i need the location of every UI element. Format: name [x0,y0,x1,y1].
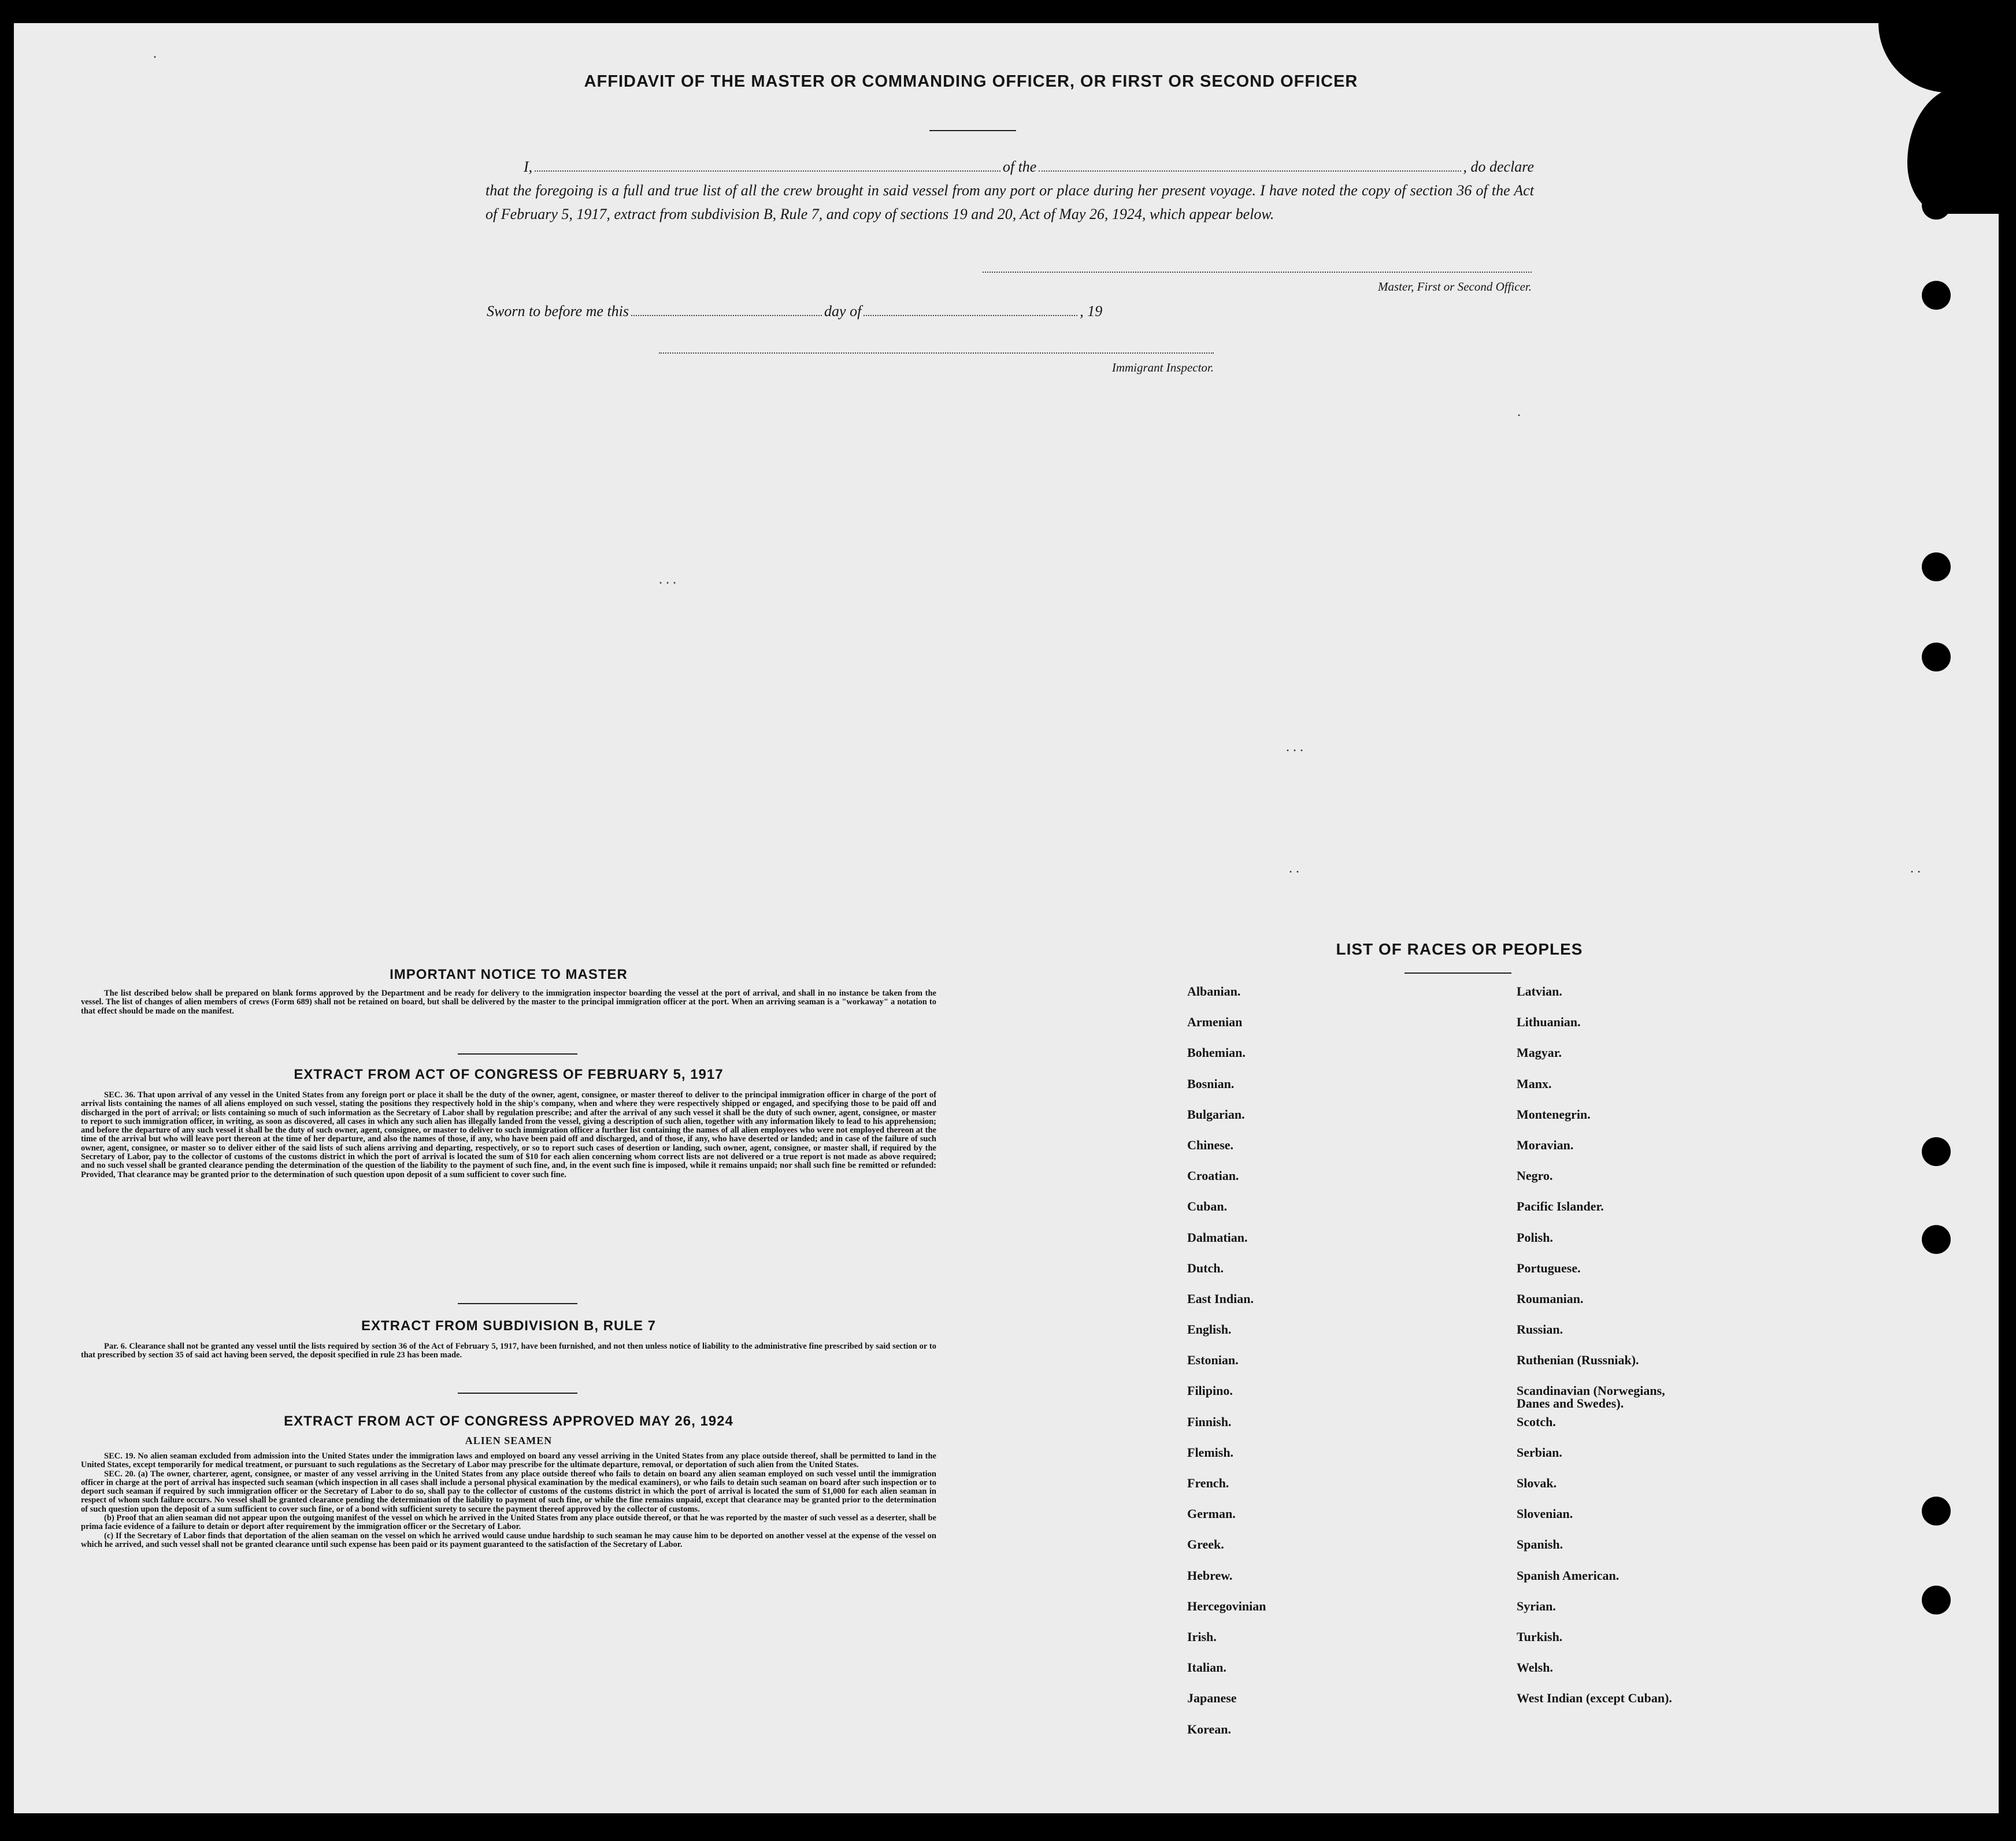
race-item: West Indian (except Cuban). [1517,1691,1672,1706]
race-item: Hebrew. [1187,1568,1233,1583]
race-item: Montenegrin. [1517,1107,1591,1122]
race-item: Manx. [1517,1076,1552,1091]
affidavit-block [486,155,1534,226]
race-item: Albanian. [1187,984,1241,999]
race-item: Polish. [1517,1230,1553,1245]
race-item: Welsh. [1517,1660,1553,1675]
inspector-signature-line[interactable] [659,352,1214,354]
punch-hole [1922,1497,1951,1525]
race-item: Japanese [1187,1691,1237,1706]
race-item: Greek. [1187,1537,1224,1552]
race-item: Flemish. [1187,1445,1234,1460]
race-item: Portuguese. [1517,1260,1581,1275]
race-item: English. [1187,1322,1232,1337]
master-signature-line[interactable] [983,272,1532,273]
punch-hole [1922,1225,1951,1254]
extract-1917-text: SEC. 36. That upon arrival of any vessel in the United States from any foreign port or place it shall be the duty of the owner, agent, consignee, or master thereof to deliver to the principal immigration officer in charge of the port of arrival lists containing the names of all aliens employed on such vessel, stating the positions they respectively hold in the ship's company, when and where they were respectively shipped or engaged, and specifying those to be paid off and discharged in the port of arrival; or lists containing so much of such information as the Secretary of Labor shall by regulation prescribe; and after the arrival of any such vessel it shall be the duty of such owner, agent, consignee, or master to report to such immigration officer, in writing, as soon as discovered, all cases in which any such alien has illegally landed from the vessel, giving a description of such alien, together with any information likely to lead to his apprehension; and before the departure of any such vessel it shall be the duty of such owner, agent, consignee, or master to deliver to such immigration officer a further list containing the names of all alien employees who were not employed thereon at the time of the arrival but who will leave port thereon at the time of her departure, and also the names of those, if any, who have been paid off and discharged, and of those, if any, who have deserted or landed; and in case of the failure of such owner, agent, consignee, or master so to deliver either of the said lists of such aliens arriving and departing, respectively, or so to report such cases of desertion or landing, such owner, agent, consignee, or master shall, if required by the Secretary of Labor, pay to the collector of customs of the customs district in which the port of arrival is located the sum of $10 for each alien concerning whom correct lists are not delivered or a true report is not made as above required; and no such vessel shall be granted clearance pending the determination of the question of the liability to the payment of such fine, and, in the event such fine is imposed, while it remains unpaid; nor shall such fine be remitted or refunded: Provided, That clearance may be granted prior to the determination of such question upon deposit of a sum sufficient to cover such fine. [81,1090,936,1179]
scan-speck: . [153,46,157,61]
of-the-label: of the [1002,158,1037,175]
notice-text: The list described below shall be prepared on blank forms approved by the Department and be ready for delivery to the immigration inspector boarding the vessel at the port of arrival, and shall in no instance be taken from the vessel. The list of changes of alien members of crews (Form 689) shall not be retained on board, but shall be delivered by the master to the principal immigration officer at the port. When an arriving seaman is a "workaway" a notation to that effect should be made on the manifest. [81,989,936,1016]
race-item: Dutch. [1187,1260,1224,1275]
sworn-line [487,303,1180,320]
race-item: Latvian. [1517,984,1562,999]
day-of-label: day of [824,303,862,320]
extract-rule7-text: Par. 6. Clearance shall not be granted any vessel until the lists required by section 36 of the Act of February 5, 1917, have been furnished, and not then unless notice of liability to the administrative fine prescribed by said section or to that prescribed by section 35 of said act having been served, the deposit specified in rule 23 has been made. [81,1342,936,1360]
sworn-month-field[interactable] [864,305,1077,316]
declare-label: , do declare [1463,158,1534,175]
punch-hole [1922,281,1951,310]
races-divider [1404,973,1511,974]
scan-speck: . . [1289,861,1299,876]
extract-1924-text [81,1452,936,1549]
race-item: Dalmatian. [1187,1230,1248,1245]
sec-20a-text: SEC. 20. (a) The owner, charterer, agent, consignee, or master of any vessel arriving in the United States from any place outside thereof who fails to detain on board any alien seaman employed on such vessel until the immigration officer in charge at the port of arrival has inspected such seaman (which inspection in all cases shall include a personal physical examination by the medical examiners), or who fails to detain such seaman on board after such inspection or to deport such seaman if required by such immigration officer or the Secretary of Labor to do so, shall pay to the collector of customs of the customs district in which the port of arrival is located the sum of $1,000 for each alien seaman in respect of whom such failure occurs. No vessel shall be granted clearance pending the determination of the liability to payment of such fine, or while the fine remains unpaid, except that clearance may be granted prior to the determination of such question upon the deposit of a sum sufficient to cover such fine, or of a bond with sufficient surety to secure the payment thereof approved by the collector of customs. [81,1469,936,1514]
section-divider [458,1303,577,1304]
race-item: Estonian. [1187,1353,1239,1368]
punch-hole [1922,1137,1951,1166]
race-item: Hercegovinian [1187,1598,1266,1613]
race-item: Armenian [1187,1015,1243,1030]
scan-speck: . [1517,404,1521,420]
race-item: Irish. [1187,1629,1217,1644]
race-item: Scotch. [1517,1414,1556,1429]
notice-heading: IMPORTANT NOTICE TO MASTER [390,967,628,982]
race-item: Finnish. [1187,1414,1232,1429]
year-label: , 19 [1080,303,1103,320]
race-item: Croatian. [1187,1168,1239,1183]
race-item: German. [1187,1506,1236,1521]
race-item: Ruthenian (Russniak). [1517,1353,1639,1368]
race-item: French. [1187,1476,1229,1490]
race-item: Filipino. [1187,1383,1233,1398]
sec-20b-text: (b) Proof that an alien seaman did not appear upon the outgoing manifest of the vessel on which he arrived in the United States from any place outside thereof, or that he was reported by the master of such vessel as a deserter, shall be prima facie evidence of a failure to detain or deport after requirement by the immigration officer or the Secretary of Labor. [81,1513,936,1532]
race-item: Slovenian. [1517,1506,1573,1521]
signature-label: Master, First or Second Officer. [1378,280,1532,294]
affiant-name-field[interactable] [535,159,1000,172]
scan-speck: . . . [659,572,676,587]
affidavit-title: AFFIDAVIT OF THE MASTER OR COMMANDING OFFICER, OR FIRST OR SECOND OFFICER [584,72,1358,91]
race-item: Roumanian. [1517,1291,1584,1306]
races-title: LIST OF RACES OR PEOPLES [1336,940,1583,958]
race-item: Syrian. [1517,1598,1556,1613]
sworn-label: Sworn to before me this [487,303,629,320]
scan-speck: . . [1910,861,1921,876]
race-item: Spanish. [1517,1537,1563,1552]
race-item: Serbian. [1517,1445,1562,1460]
race-item: Turkish. [1517,1629,1563,1644]
extract-1924-heading: EXTRACT FROM ACT OF CONGRESS APPROVED MAY 26, 1924 [284,1413,733,1429]
section-divider [458,1393,577,1394]
race-item: East Indian. [1187,1291,1254,1306]
vessel-name-field[interactable] [1039,159,1461,172]
race-item: Spanish American. [1517,1568,1620,1583]
extract-1917-heading: EXTRACT FROM ACT OF CONGRESS OF FEBRUARY 5, 1917 [294,1067,724,1082]
race-item: Bohemian. [1187,1045,1246,1060]
race-item: Cuban. [1187,1199,1228,1214]
race-item: Negro. [1517,1168,1553,1183]
sec-20c-text: (c) If the Secretary of Labor finds that deportation of the alien seaman on the vessel on which he arrived would cause undue hardship to such seaman he may cause him to be deported on another vessel at the expense of the vessel on which he arrived, and such vessel shall not be granted clearance until such expense has been paid or its payment guaranteed to the satisfaction of the Secretary of Labor. [81,1531,936,1549]
race-item: Scandinavian (Norwegians, Danes and Swedes). [1517,1383,1665,1411]
race-item: Lithuanian. [1517,1015,1581,1030]
race-item: Pacific Islander. [1517,1199,1604,1214]
punch-hole [1922,1586,1951,1614]
race-item: Bulgarian. [1187,1107,1245,1122]
punch-hole [1922,552,1951,581]
affidavit-body: that the foregoing is a full and true list of all the crew brought in said vessel from any port or place during her present voyage. I have noted the copy of section 36 of the Act of February 5, 1917, extract from subdivision B, Rule 7, and copy of sections 19 and 20, Act of May 26, 1924, which appear below. [486,182,1534,222]
section-divider [458,1053,577,1055]
race-item: Russian. [1517,1322,1563,1337]
sec-19-text: SEC. 19. No alien seaman excluded from admission into the United States under the immigration laws and employed on board any vessel arriving in the United States from any place outside thereof, shall be permitted to land in the United States, except temporarily for medical treatment, or pursuant to such regulations as the Secretary of Labor may prescribe for the ultimate departure, removal, or deportation of such alien from the United States. [81,1452,936,1470]
alien-seamen-subheading: ALIEN SEAMEN [465,1435,553,1446]
race-item: Korean. [1187,1721,1231,1736]
title-divider [929,130,1016,131]
races-column-1 [1187,985,1476,1754]
race-item: Bosnian. [1187,1076,1235,1091]
race-item: Italian. [1187,1660,1226,1675]
scan-speck: . . . [1286,740,1303,755]
races-column-2 [1517,985,1806,1723]
race-item: Magyar. [1517,1045,1562,1060]
punch-hole [1922,643,1951,671]
affiant-label: I, [524,158,533,175]
sworn-day-field[interactable] [631,305,822,316]
inspector-label: Immigrant Inspector. [1111,361,1214,374]
extract-rule7-heading: EXTRACT FROM SUBDIVISION B, RULE 7 [361,1318,657,1334]
race-item: Moravian. [1517,1137,1574,1152]
race-item: Chinese. [1187,1137,1234,1152]
race-item: Slovak. [1517,1476,1557,1490]
